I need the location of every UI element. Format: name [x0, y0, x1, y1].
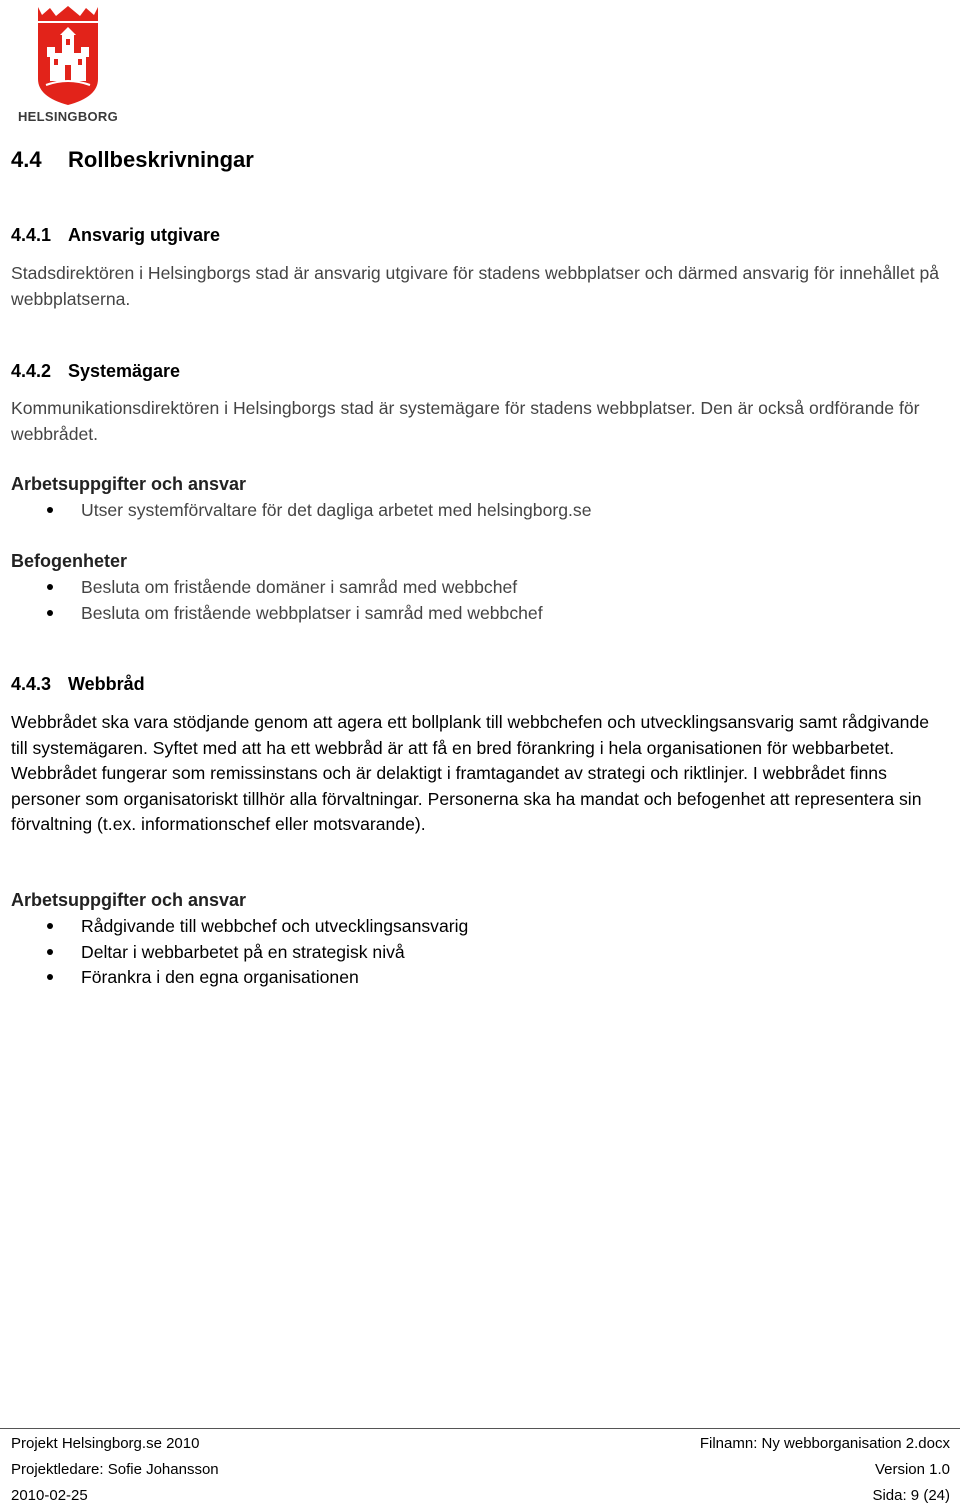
subsection-title: Systemägare	[68, 361, 181, 381]
bullet-icon	[47, 610, 53, 616]
duties-heading: Arbetsuppgifter och ansvar	[11, 474, 247, 494]
powers-list	[0, 575, 543, 626]
bullet-icon	[47, 949, 53, 955]
powers-heading: Befogenheter	[11, 551, 128, 571]
footer-version: Version 1.0	[874, 1461, 950, 1478]
section-heading	[11, 147, 254, 173]
paragraph-webbrad: Webbrådet ska vara stödjande genom att agera ett bollplank till webbchefen och utvecklingsansvarig samt rådgivande till systemägaren. Syftet med att ha ett webbråd är att få en bred förankring i hela organisationen för webbarbetet. Webbrådet fungerar som remissinstans och är delaktigt i framtagandet av strategi och riktlinjer. I webbrådet finns personer som organisatoriskt tillhör alla förvaltningar. Personerna ska ha mandat och befogenhet att representera sin förvaltning (t.ex. informationschef eller motsvarande).	[11, 712, 930, 835]
section-number: 4.4	[11, 147, 42, 172]
logo-wordmark: HELSINGBORG	[17, 109, 119, 124]
duties-list	[0, 498, 591, 524]
section-title: Rollbeskrivningar	[68, 147, 254, 172]
list-item: Rådgivande till webbchef och utvecklingsansvarig	[0, 914, 468, 940]
bullet-icon	[47, 507, 53, 513]
subsection-number: 4.4.1	[11, 225, 52, 245]
bullet-icon	[47, 923, 53, 929]
helsingborg-logo	[12, 5, 124, 125]
subsection-heading-ansvarig-utgivare	[11, 225, 220, 246]
list-item: Besluta om fristående webbplatser i samråd med webbchef	[0, 601, 543, 627]
list-item: Deltar i webbarbetet på en strategisk nivå	[0, 940, 468, 966]
duties-heading: Arbetsuppgifter och ansvar	[11, 890, 247, 910]
paragraph-systemagare: Kommunikationsdirektören i Helsingborgs stad är systemägare för stadens webbplatser. Den är också ordförande för webbrådet.	[11, 398, 920, 444]
subsection-number: 4.4.3	[11, 674, 52, 694]
duties-list	[0, 914, 468, 991]
bullet-icon	[47, 584, 53, 590]
list-item: Besluta om fristående domäner i samråd med webbchef	[0, 575, 543, 601]
footer-date: 2010-02-25	[11, 1487, 88, 1504]
footer-filename: Filnamn: Ny webborganisation 2.docx	[699, 1435, 950, 1452]
list-item: Förankra i den egna organisationen	[0, 965, 468, 991]
list-item: Utser systemförvaltare för det dagliga arbetet med helsingborg.se	[0, 498, 591, 524]
footer-page: Sida: 9 (24)	[872, 1487, 950, 1504]
subsection-number: 4.4.2	[11, 361, 52, 381]
footer-project: Projekt Helsingborg.se 2010	[11, 1435, 200, 1452]
subsection-heading-systemagare	[11, 361, 180, 382]
bullet-icon	[47, 974, 53, 980]
footer-leader: Projektledare: Sofie Johansson	[11, 1461, 219, 1478]
subsection-title: Ansvarig utgivare	[68, 225, 221, 245]
paragraph-ansvarig-utgivare: Stadsdirektören i Helsingborgs stad är ansvarig utgivare för stadens webbplatser och därmed ansvarig för innehållet på webbplatserna.	[11, 263, 940, 309]
footer-divider	[0, 1428, 960, 1429]
city-crest-icon	[12, 5, 124, 109]
subsection-heading-webbrad	[11, 674, 145, 695]
subsection-title: Webbråd	[68, 674, 145, 694]
